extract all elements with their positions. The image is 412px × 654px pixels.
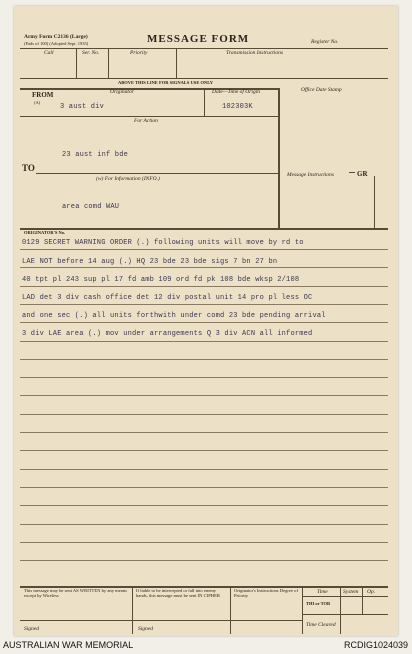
footer-cipher-note: If liable to be intercepted or fall into enemy hands, this message must be sent IN CIPHER: [136, 588, 220, 599]
ruled-line: [20, 359, 388, 360]
ruled-line: [20, 249, 388, 250]
ruled-line: [20, 505, 388, 506]
originator-label: Originator: [110, 89, 134, 95]
info-value: area comd WAU: [62, 203, 120, 211]
army-form-sub: (Pads of 100) (Adopted Sept. 1935): [24, 41, 89, 46]
ruled-line: [20, 524, 388, 525]
footer-time-rule: [302, 596, 388, 597]
divider: [76, 48, 77, 78]
caption-record-id: RCDIG1024039: [343, 640, 408, 650]
footer-signed-label: Signed: [138, 626, 153, 632]
ruled-line: [20, 414, 388, 415]
divider: [108, 48, 109, 78]
footer-divider: [340, 586, 341, 634]
gr-divider: [374, 176, 375, 228]
message-line: and one sec (.) all units forthwith under comd 23 bde pending arrival: [22, 312, 326, 320]
footer-time-label: Time: [317, 589, 328, 595]
caption-institution: AUSTRALIAN WAR MEMORIAL: [3, 640, 134, 650]
from-label: FROM: [32, 91, 54, 99]
ruled-line: [20, 377, 388, 378]
ser-no-label: Ser. No.: [82, 50, 100, 56]
message-line: LAE NOT before 14 aug (.) HQ 23 bde 23 bde sigs 7 bn 27 bn: [22, 258, 278, 266]
ruled-line: [20, 542, 388, 543]
footer-as-written-note: This message may be sent AS WRITTEN by any means except by Wireless: [24, 588, 127, 599]
ruled-line: [20, 341, 388, 342]
ruled-line: [20, 304, 388, 305]
signals-rule: [20, 78, 388, 79]
footer-time-cleared-label: Time Cleared: [306, 622, 336, 628]
register-no-label: Register No.: [311, 39, 339, 45]
footer-divider: [302, 586, 303, 634]
action-value: 23 aust inf bde: [62, 151, 129, 159]
originators-no-label: ORIGINATOR'S No.: [24, 230, 66, 235]
ruled-line: [20, 469, 388, 470]
ruled-line: [20, 432, 388, 433]
ruled-line: [20, 560, 388, 561]
footer-thi-tor-label: THI or TOR: [306, 601, 331, 606]
footer-signed-rule: [20, 620, 302, 621]
footer-divider: [132, 586, 133, 634]
army-form-number: Army Form C2136 (Large): [24, 34, 88, 40]
footer-op-label: Op.: [367, 589, 376, 595]
footer-divider: [230, 586, 231, 634]
to-rule: [36, 173, 278, 174]
dto-divider: [204, 88, 205, 116]
footer-signed-label: Signed: [24, 626, 39, 632]
priority-label: Priority: [130, 50, 148, 56]
ruled-line: [20, 267, 388, 268]
above-line-note: ABOVE THIS LINE FOR SIGNALS USE ONLY: [118, 80, 214, 85]
footer-time-rule: [302, 614, 388, 615]
footer-divider: [362, 586, 363, 614]
gr-label: GR: [357, 170, 368, 178]
ruled-line: [20, 450, 388, 451]
transmission-label: Transmission Instructions: [226, 50, 283, 56]
for-info-label: (w) For Information (INFO.): [96, 176, 160, 182]
ruled-line: [20, 322, 388, 323]
from-sub-label: (A): [34, 100, 41, 105]
divider: [176, 48, 177, 78]
footer-system-label: System: [343, 589, 359, 595]
message-line: LAD det 3 div cash office det 12 div postal unit 14 pro pl less OC: [22, 294, 313, 302]
office-date-stamp-label: Office Date Stamp: [301, 87, 342, 93]
call-label: Call: [44, 50, 54, 56]
message-instructions-label: Message Instructions: [287, 172, 334, 178]
form-title: MESSAGE FORM: [147, 33, 250, 45]
ruled-line: [20, 487, 388, 488]
for-action-label: For Action: [134, 118, 158, 124]
dto-value: 102303K: [222, 103, 253, 111]
dto-label: Date—Time of Origin: [212, 89, 260, 95]
from-box-bottom: [20, 228, 388, 230]
originator-value: 3 aust div: [60, 103, 105, 111]
to-label: TO: [22, 163, 35, 173]
message-line: 40 tpt pl 243 sup pl 17 fd amb 109 ord fd pk 108 bde wksp 2/108: [22, 276, 300, 284]
message-line: 3 div LAE area (.) mov under arrangements Q 3 div ACN all informed: [22, 330, 313, 338]
action-rule: [20, 116, 278, 117]
from-box-right: [278, 88, 280, 228]
footer-originator-instructions: Originator's Instructions Degree of Priority: [234, 588, 298, 599]
message-line: 0129 SECRET WARNING ORDER (.) following units will move by rd to: [22, 239, 304, 247]
ruled-line: [20, 395, 388, 396]
ruled-line: [20, 286, 388, 287]
gr-dash: [349, 172, 355, 173]
